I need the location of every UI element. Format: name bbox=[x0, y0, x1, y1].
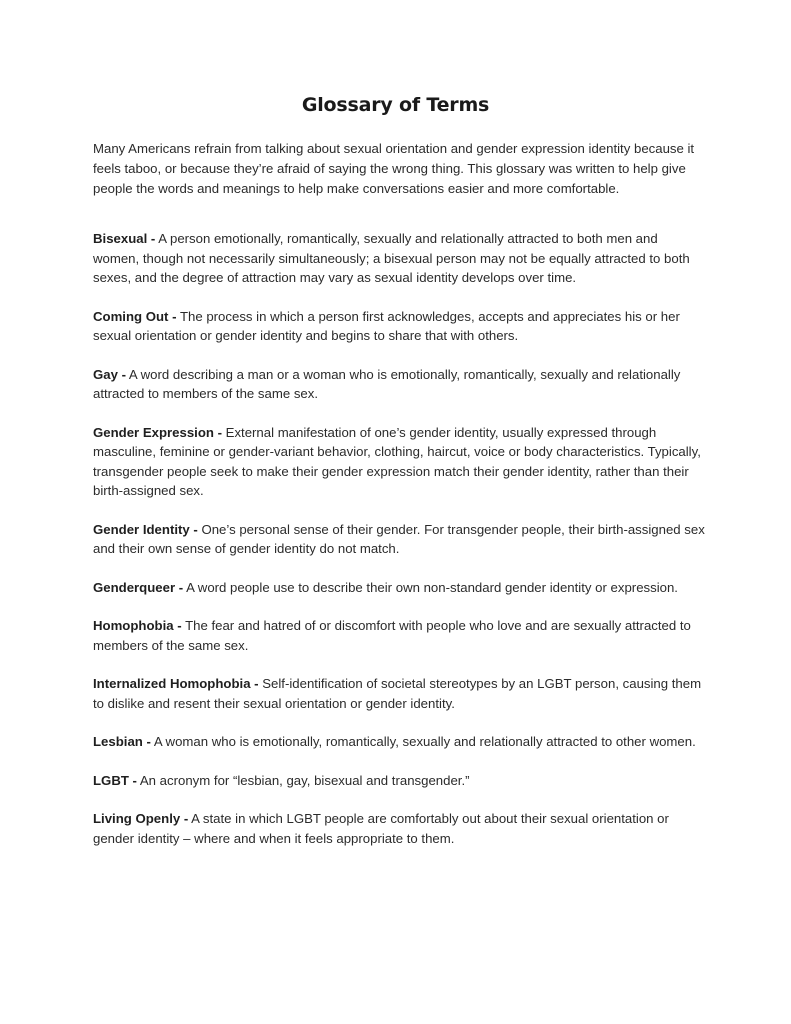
glossary-definition: A word describing a man or a woman who is emotionally, romantically, sexually and relationally attracted to members of the same sex. bbox=[93, 366, 681, 401]
glossary-term: LGBT - bbox=[93, 772, 137, 788]
glossary-term: Genderqueer - bbox=[93, 579, 184, 595]
glossary-term: Living Openly - bbox=[93, 811, 189, 826]
glossary-term: Gay - bbox=[93, 366, 126, 382]
glossary-entry-gay bbox=[93, 365, 705, 404]
glossary-entry-gender-expression bbox=[93, 423, 705, 501]
glossary-definition: One’s personal sense of their gender. For transgender people, their birth-assigned sex and their own sense of gender identity do not match. bbox=[93, 521, 705, 556]
glossary-term: Internalized Homophobia - bbox=[93, 676, 259, 691]
glossary-list bbox=[93, 229, 705, 867]
glossary-term: Gender Identity - bbox=[93, 521, 198, 537]
glossary-definition: External manifestation of one’s gender identity, usually expressed through masculine, feminine or gender-variant behavior, clothing, haircut, voice or body characteristics. Typically, transgender people seek to make their gender expression match their gender identity, rather than their birth-assigned sex. bbox=[93, 424, 701, 498]
glossary-entry-internalized-homophobia bbox=[93, 674, 705, 713]
glossary-term: Gender Expression - bbox=[93, 424, 222, 440]
glossary-entry-bisexual bbox=[93, 229, 705, 288]
glossary-definition: A word people use to describe their own non-standard gender identity or expression. bbox=[183, 579, 678, 595]
glossary-term: Homophobia - bbox=[93, 618, 182, 633]
glossary-definition: A person emotionally, romantically, sexually and relationally attracted to both men and women, though not necessarily simultaneously; a bisexual person may not be equally attracted to both sexes, and the degree of attraction may vary as sexual identity develops over time. bbox=[93, 231, 690, 285]
glossary-term: Lesbian - bbox=[93, 734, 151, 749]
glossary-term: Coming Out - bbox=[93, 308, 177, 324]
glossary-definition: The process in which a person first acknowledges, accepts and appreciates his or her sexual orientation or gender identity and begins to share that with others. bbox=[93, 308, 680, 343]
glossary-definition: An acronym for “lesbian, gay, bisexual and transgender.” bbox=[136, 772, 470, 788]
glossary-entry-gender-identity bbox=[93, 520, 705, 559]
intro-paragraph: Many Americans refrain from talking about sexual orientation and gender expression identity because it feels taboo, or because they’re afraid of saying the wrong thing. This glossary was written to help give people the words and meanings to help make conversations easier and more comfortable. bbox=[93, 141, 695, 196]
glossary-definition: The fear and hatred of or discomfort with people who love and are sexually attracted to members of the same sex. bbox=[93, 618, 691, 653]
page-title: Glossary of Terms bbox=[301, 94, 490, 116]
glossary-term: Bisexual - bbox=[93, 231, 156, 246]
glossary-entry-coming-out bbox=[93, 307, 705, 346]
glossary-entry-lgbt bbox=[93, 771, 705, 791]
glossary-entry-homophobia bbox=[93, 616, 705, 655]
glossary-entry-living-openly bbox=[93, 809, 705, 848]
glossary-definition: Self-identification of societal stereotypes by an LGBT person, causing them to dislike and resent their sexual orientation or gender identity. bbox=[93, 676, 702, 711]
glossary-definition: A woman who is emotionally, romantically, sexually and relationally attracted to other women. bbox=[150, 734, 696, 749]
glossary-entry-lesbian bbox=[93, 732, 705, 752]
glossary-definition: A state in which LGBT people are comfortably out about their sexual orientation or gender identity – where and when it feels appropriate to them. bbox=[93, 811, 669, 846]
glossary-entry-genderqueer bbox=[93, 578, 705, 598]
